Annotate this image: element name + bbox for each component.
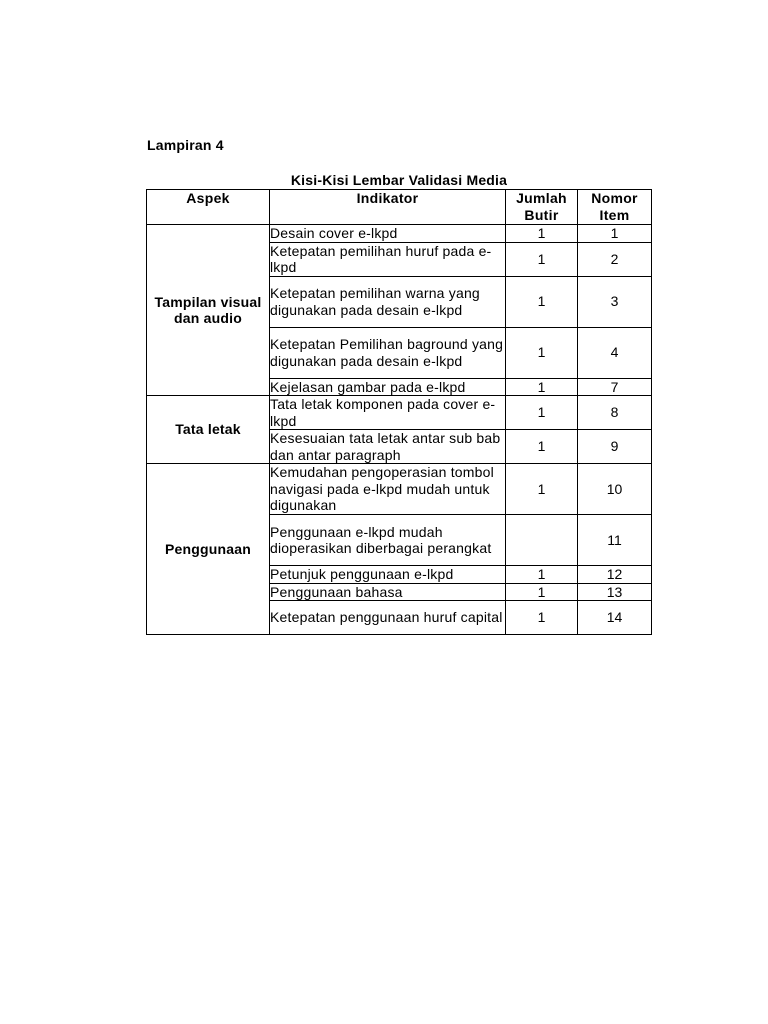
aspek-cell: Tampilan visual dan audio xyxy=(147,225,270,396)
jumlah-cell: 1 xyxy=(506,242,578,276)
indikator-cell: Tata letak komponen pada cover e-lkpd xyxy=(270,396,506,430)
nomor-cell: 12 xyxy=(578,566,652,584)
indikator-cell: Ketepatan penggunaan huruf capital xyxy=(270,601,506,635)
indikator-cell: Desain cover e-lkpd xyxy=(270,225,506,243)
table-title: Kisi-Kisi Lembar Validasi Media xyxy=(290,172,508,188)
nomor-cell: 1 xyxy=(578,225,652,243)
nomor-cell: 8 xyxy=(578,396,652,430)
indikator-cell: Penggunaan bahasa xyxy=(270,583,506,601)
jumlah-cell: 1 xyxy=(506,276,578,327)
header-nomor-item: Nomor Item xyxy=(578,190,652,225)
nomor-cell: 7 xyxy=(578,378,652,396)
table-body xyxy=(147,225,652,635)
jumlah-cell: 1 xyxy=(506,583,578,601)
header-indikator: Indikator xyxy=(270,190,506,225)
aspek-cell: Penggunaan xyxy=(147,464,270,635)
jumlah-cell: 1 xyxy=(506,396,578,430)
nomor-cell: 2 xyxy=(578,242,652,276)
table-header xyxy=(147,190,652,225)
indikator-cell: Kemudahan pengoperasian tombol navigasi pada e-lkpd mudah untuk digunakan xyxy=(270,464,506,515)
jumlah-cell: 1 xyxy=(506,225,578,243)
jumlah-cell: 1 xyxy=(506,566,578,584)
table-row xyxy=(147,225,652,243)
jumlah-cell: 1 xyxy=(506,464,578,515)
jumlah-cell: 1 xyxy=(506,378,578,396)
jumlah-cell: 1 xyxy=(506,430,578,464)
jumlah-cell xyxy=(506,515,578,566)
nomor-cell: 10 xyxy=(578,464,652,515)
jumlah-cell: 1 xyxy=(506,601,578,635)
indikator-cell: Kejelasan gambar pada e-lkpd xyxy=(270,378,506,396)
table-row xyxy=(147,464,652,515)
nomor-cell: 13 xyxy=(578,583,652,601)
indikator-cell: Ketepatan pemilihan huruf pada e-lkpd xyxy=(270,242,506,276)
nomor-cell: 4 xyxy=(578,327,652,378)
jumlah-cell: 1 xyxy=(506,327,578,378)
header-aspek: Aspek xyxy=(147,190,270,225)
nomor-cell: 3 xyxy=(578,276,652,327)
indikator-cell: Petunjuk penggunaan e-lkpd xyxy=(270,566,506,584)
indikator-cell: Penggunaan e-lkpd mudah dioperasikan diberbagai perangkat xyxy=(270,515,506,566)
appendix-heading: Lampiran 4 xyxy=(147,137,224,153)
header-jumlah-butir: Jumlah Butir xyxy=(506,190,578,225)
nomor-cell: 9 xyxy=(578,430,652,464)
nomor-cell: 14 xyxy=(578,601,652,635)
indikator-cell: Ketepatan pemilihan warna yang digunakan pada desain e-lkpd xyxy=(270,276,506,327)
validation-grid-table xyxy=(146,189,652,635)
indikator-cell: Ketepatan Pemilihan baground yang digunakan pada desain e-lkpd xyxy=(270,327,506,378)
nomor-cell: 11 xyxy=(578,515,652,566)
aspek-cell: Tata letak xyxy=(147,396,270,464)
indikator-cell: Kesesuaian tata letak antar sub bab dan antar paragraph xyxy=(270,430,506,464)
header-row xyxy=(147,190,652,225)
table-row xyxy=(147,396,652,430)
